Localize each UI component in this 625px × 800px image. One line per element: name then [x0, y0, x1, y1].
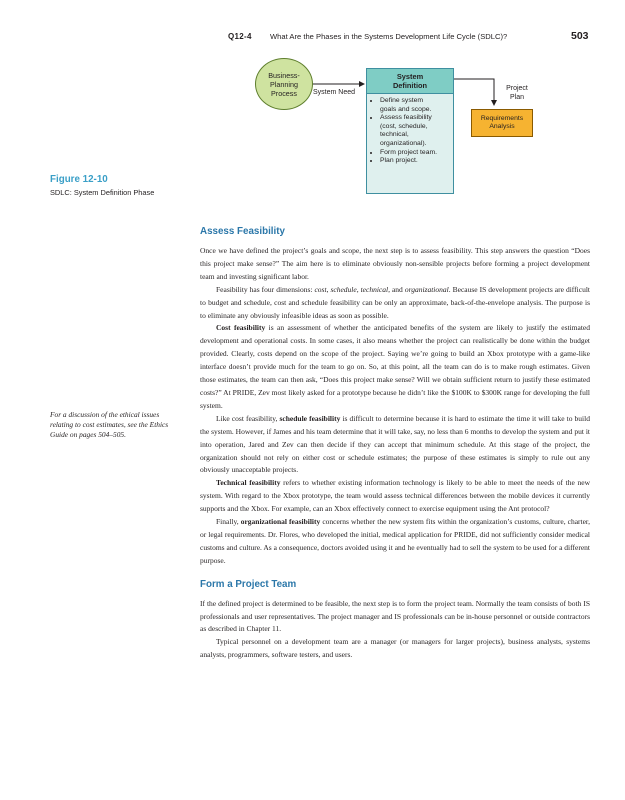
system-definition-box [366, 68, 454, 194]
list-item: • Define system goals and scope. [380, 97, 453, 114]
system-definition-title [367, 69, 453, 94]
running-header [0, 30, 625, 44]
oval-line: Planning [270, 79, 298, 89]
running-title: What Are the Phases in the Systems Development Life Cycle (SDLC)? [270, 32, 508, 41]
oval-line: Business- [268, 70, 300, 80]
body-text [200, 226, 590, 662]
margin-note: For a discussion of the ethical issues relating to cost estimates, see the Ethics Guide on pages 504–505. [50, 410, 169, 440]
oval-line: Process [271, 88, 297, 98]
figure-label: Figure 12-10 [50, 174, 108, 185]
paragraph: Once we have defined the project’s goals and scope, the next step is to assess feasibility. This step answers the question “Does this project make sense?” The aim here is to eliminate obviously non-sensible projects before forming a project development team and investing significant labor. [200, 246, 590, 281]
list-item: • Assess feasibility (cost, schedule, technical, organizational). [380, 114, 453, 148]
box-title-line: System [396, 72, 424, 81]
box-title-line: Definition [392, 81, 428, 90]
list-item: • Form project team. [380, 149, 453, 158]
sdlc-diagram [250, 54, 550, 204]
system-definition-list [367, 97, 453, 166]
figure-caption: SDLC: System Definition Phase [50, 188, 155, 197]
paragraph: Typical personnel on a development team are a manager (or managers for larger projects), business analysts, systems analysts, programmers, software testers, and users. [200, 637, 590, 660]
project-plan-arrow [452, 79, 494, 105]
paragraph: Cost feasibility is an assessment of whether the anticipated benefits of the system are likely to justify the estimated development and operational costs. In some cases, it also means whether the project can realistically be done within the budget provided. Clearly, costs depend on the scope of the project. Saying we’re going to build an Xbox prototype with a game-like interface doesn’t provide much for the team to go on. So, at this point, all the team can do is to make rough estimates. Given those estimates, the team can then ask, “Does this project make sense? Will we obtain sufficient return to justify these estimated costs?” At PRIDE, Zev most likely asked for a prototype because he didn’t like the $100K to $300K range for developing the full system. [200, 323, 590, 410]
business-planning-process-oval [255, 58, 313, 110]
paragraph: If the defined project is determined to be feasible, the next step is to form the project team. Normally the team consists of both IS professionals and user representatives. The project manager and IS professionals can be in-house personnel or outside contractors as described in Chapter 11. [200, 598, 590, 634]
page-number: 503 [571, 30, 589, 42]
section-number: Q12-4 [228, 32, 252, 41]
project-plan-label: Project Plan [506, 85, 528, 101]
paragraph: Technical feasibility refers to whether existing information technology is likely to be able to meet the needs of the new system. With regard to the Xbox prototype, the team would assess technical differences between the mobile devices it currently supports and the Xbox. For example, can an Xbox effectively connect to exercise equipment using the Ant protocol? [200, 478, 590, 514]
requirements-analysis-box: Requirements Analysis [471, 109, 533, 137]
section-heading: Assess Feasibility [200, 226, 285, 237]
section-heading: Form a Project Team [200, 578, 297, 590]
list-item: • Plan project. [380, 157, 453, 166]
paragraph: Finally, organizational feasibility concerns whether the new system fits within the organization’s customs, culture, charter, or legal requirements. Dr. Flores, who developed the initial, medical application for PRIDE, did not sufficiently consider medical customs and culture. As a consequence, doctors avoided using it and he eventually had to sell the system to be used for a different purpose. [200, 517, 591, 565]
system-need-label: System Need [313, 89, 356, 96]
paragraph: Feasibility has four dimensions: cost, schedule, technical, and organizational. Because IS development projects are difficult to budget and schedule, cost and schedule feasibility can be only an approximate, back-of-the-envelope analysis. The purpose is to eliminate any obviously infeasible ideas as soon as possible. [200, 284, 590, 320]
figure-caption-block [50, 174, 154, 197]
paragraph: Like cost feasibility, schedule feasibility is difficult to determine because it is hard to estimate the time it will take to build the system. However, if James and his team determine that it will take, say, no less than 6 months to develop the system and put it into operation, Jared and Zev can then decide if they can accept that minimum schedule. At this stage of the project, the organization should not rely on either cost or schedule estimates; the purpose of these estimates is simply to rule out any obviously unacceptable projects. [200, 413, 590, 475]
